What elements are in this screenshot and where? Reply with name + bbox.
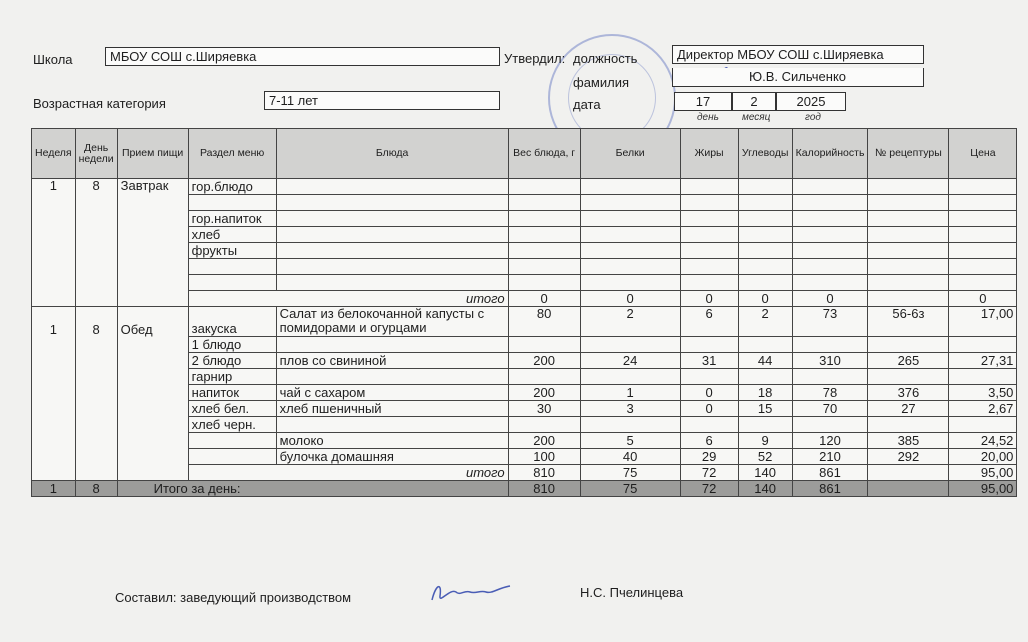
year-caption: год (805, 112, 821, 123)
table-cell[interactable] (508, 275, 580, 291)
header-carbs: Углеводы (738, 129, 792, 179)
table-cell-dish[interactable]: молоко (276, 433, 508, 449)
table-cell-protein[interactable]: 3 (580, 401, 680, 417)
day-total-carbs: 140 (738, 481, 792, 497)
table-cell-section[interactable]: хлеб (188, 227, 276, 243)
menu-table (31, 128, 1017, 497)
table-cell-price[interactable]: 24,52 (949, 433, 1017, 449)
breakfast-total-protein: 0 (580, 291, 680, 307)
table-cell-price[interactable] (949, 369, 1017, 385)
table-cell[interactable] (738, 179, 792, 195)
day-total-label: Итого за день: (117, 481, 508, 497)
table-cell-dish[interactable]: Салат из белокочанной капусты с помидорами и огурцами (276, 307, 508, 337)
table-cell-recipe[interactable]: 385 (868, 433, 949, 449)
header-week: Неделя (32, 129, 76, 179)
table-cell-protein[interactable] (580, 417, 680, 433)
school-label: Школа (33, 52, 73, 67)
table-cell[interactable] (680, 195, 738, 211)
composer-name: Н.С. Пчелинцева (580, 585, 684, 600)
table-cell-recipe[interactable] (868, 337, 949, 353)
table-cell-section[interactable] (188, 275, 276, 291)
table-cell[interactable] (738, 243, 792, 259)
day-total-price: 95,00 (949, 481, 1017, 497)
lunch-total-protein: 75 (580, 465, 680, 481)
table-cell-weight[interactable] (508, 337, 580, 353)
header-section: Раздел меню (188, 129, 276, 179)
table-cell[interactable] (738, 275, 792, 291)
table-cell-carbs[interactable] (738, 417, 792, 433)
table-cell-carbs[interactable] (738, 369, 792, 385)
header-fat: Жиры (680, 129, 738, 179)
table-cell[interactable] (680, 275, 738, 291)
table-cell-section[interactable]: хлеб бел. (188, 401, 276, 417)
breakfast-total-kcal: 0 (792, 291, 868, 307)
table-cell-carbs[interactable]: 2 (738, 307, 792, 337)
table-cell[interactable] (868, 211, 949, 227)
table-cell-fat[interactable]: 0 (680, 385, 738, 401)
header-kcal: Калорийность (792, 129, 868, 179)
table-cell-protein[interactable]: 5 (580, 433, 680, 449)
lunch-total-price: 95,00 (949, 465, 1017, 481)
table-cell-section[interactable] (188, 449, 276, 465)
table-cell[interactable] (580, 243, 680, 259)
table-cell-price[interactable]: 27,31 (949, 353, 1017, 369)
table-cell[interactable] (276, 275, 508, 291)
table-cell-fat[interactable]: 0 (680, 401, 738, 417)
date-year-field[interactable]: 2025 (776, 92, 846, 111)
table-cell[interactable] (680, 179, 738, 195)
table-cell-dish[interactable] (276, 337, 508, 353)
lunch-total-carbs: 140 (738, 465, 792, 481)
table-cell-kcal[interactable]: 120 (792, 433, 868, 449)
table-cell[interactable] (680, 227, 738, 243)
table-cell-weight[interactable]: 200 (508, 433, 580, 449)
breakfast-total-label: итого (188, 291, 508, 307)
table-cell-weight[interactable] (508, 369, 580, 385)
lunch-total-weight: 810 (508, 465, 580, 481)
composer-signature-icon (426, 578, 512, 608)
table-cell-weight[interactable]: 30 (508, 401, 580, 417)
table-cell-price[interactable] (949, 337, 1017, 353)
lunch-day: 8 (75, 307, 117, 481)
table-cell[interactable] (276, 227, 508, 243)
table-cell[interactable] (580, 211, 680, 227)
table-cell-weight[interactable]: 100 (508, 449, 580, 465)
table-cell[interactable] (868, 227, 949, 243)
table-cell-recipe[interactable]: 27 (868, 401, 949, 417)
lunch-week: 1 (32, 307, 76, 481)
table-cell[interactable] (508, 211, 580, 227)
breakfast-total-weight: 0 (508, 291, 580, 307)
table-cell[interactable] (508, 243, 580, 259)
age-category-label: Возрастная категория (33, 96, 166, 111)
table-cell-fat[interactable] (680, 369, 738, 385)
table-cell[interactable] (580, 227, 680, 243)
table-cell[interactable] (580, 259, 680, 275)
table-cell-kcal[interactable] (792, 369, 868, 385)
table-cell[interactable] (949, 195, 1017, 211)
table-cell-section[interactable]: 2 блюдо (188, 353, 276, 369)
table-cell-section[interactable] (188, 433, 276, 449)
table-cell-recipe[interactable] (868, 369, 949, 385)
table-cell-price[interactable]: 3,50 (949, 385, 1017, 401)
table-cell[interactable] (580, 275, 680, 291)
header-meal: Прием пищи (117, 129, 188, 179)
table-cell-fat[interactable]: 6 (680, 307, 738, 337)
breakfast-total-fat: 0 (680, 291, 738, 307)
table-cell[interactable] (508, 195, 580, 211)
table-cell[interactable] (792, 179, 868, 195)
table-cell-section[interactable]: фрукты (188, 243, 276, 259)
table-cell-kcal[interactable]: 70 (792, 401, 868, 417)
table-cell[interactable] (738, 227, 792, 243)
table-cell-kcal[interactable] (792, 417, 868, 433)
breakfast-week: 1 (32, 179, 76, 307)
table-cell[interactable] (276, 259, 508, 275)
table-cell[interactable] (868, 179, 949, 195)
table-cell-section[interactable] (188, 195, 276, 211)
table-cell[interactable] (276, 195, 508, 211)
table-cell[interactable] (680, 259, 738, 275)
table-cell[interactable] (276, 243, 508, 259)
breakfast-day: 8 (75, 179, 117, 307)
date-label: дата (573, 97, 601, 112)
table-cell-weight[interactable]: 80 (508, 307, 580, 337)
table-cell-dish[interactable]: плов со свининой (276, 353, 508, 369)
table-cell-dish[interactable] (276, 417, 508, 433)
table-cell-section[interactable]: напиток (188, 385, 276, 401)
table-cell-kcal[interactable] (792, 337, 868, 353)
table-cell-recipe[interactable]: 376 (868, 385, 949, 401)
table-cell-carbs[interactable]: 18 (738, 385, 792, 401)
table-cell[interactable] (580, 195, 680, 211)
approved-label: Утвердил: (504, 51, 566, 66)
table-cell-recipe[interactable]: 265 (868, 353, 949, 369)
table-cell[interactable] (792, 227, 868, 243)
position-label: должность (573, 51, 638, 66)
day-total-row (32, 481, 1017, 497)
day-caption: день (697, 112, 719, 123)
date-month-field[interactable]: 2 (732, 92, 776, 111)
table-cell-protein[interactable] (580, 369, 680, 385)
table-cell[interactable] (949, 275, 1017, 291)
table-header-row (32, 129, 1017, 179)
table-cell-protein[interactable]: 40 (580, 449, 680, 465)
table-cell-carbs[interactable]: 52 (738, 449, 792, 465)
table-cell-section[interactable]: хлеб черн. (188, 417, 276, 433)
table-cell-dish[interactable]: булочка домашняя (276, 449, 508, 465)
breakfast-meal: Завтрак (117, 179, 188, 307)
table-cell-dish[interactable]: чай с сахаром (276, 385, 508, 401)
table-cell[interactable] (680, 211, 738, 227)
table-cell[interactable] (949, 211, 1017, 227)
table-cell-price[interactable]: 17,00 (949, 307, 1017, 337)
table-cell-protein[interactable] (580, 337, 680, 353)
table-cell-price[interactable] (949, 417, 1017, 433)
lunch-total-label: итого (188, 465, 508, 481)
table-cell-section[interactable]: гор.блюдо (188, 179, 276, 195)
position-field[interactable]: Директор МБОУ СОШ с.Ширяевка (672, 45, 924, 64)
table-cell-kcal[interactable]: 78 (792, 385, 868, 401)
table-cell-section[interactable]: закуска (188, 307, 276, 337)
lunch-total-recipe (868, 465, 949, 481)
table-cell-dish[interactable] (276, 369, 508, 385)
table-cell-section[interactable]: 1 блюдо (188, 337, 276, 353)
table-cell-dish[interactable]: хлеб пшеничный (276, 401, 508, 417)
table-cell-recipe[interactable]: 56-6з (868, 307, 949, 337)
table-cell[interactable] (508, 179, 580, 195)
date-day-field[interactable]: 17 (674, 92, 732, 111)
header-price: Цена (949, 129, 1017, 179)
table-cell-kcal[interactable]: 210 (792, 449, 868, 465)
table-cell-section[interactable]: гор.напиток (188, 211, 276, 227)
table-cell[interactable] (276, 179, 508, 195)
table-cell-carbs[interactable]: 15 (738, 401, 792, 417)
day-total-kcal: 861 (792, 481, 868, 497)
table-cell-kcal[interactable]: 73 (792, 307, 868, 337)
table-cell[interactable] (738, 259, 792, 275)
breakfast-total-price: 0 (949, 291, 1017, 307)
table-cell[interactable] (792, 211, 868, 227)
table-cell[interactable] (792, 275, 868, 291)
table-cell[interactable] (738, 211, 792, 227)
table-cell[interactable] (508, 227, 580, 243)
table-cell[interactable] (792, 259, 868, 275)
day-total-protein: 75 (580, 481, 680, 497)
table-cell[interactable] (949, 179, 1017, 195)
day-total-weight: 810 (508, 481, 580, 497)
day-total-fat: 72 (680, 481, 738, 497)
table-cell-price[interactable]: 20,00 (949, 449, 1017, 465)
table-cell-fat[interactable] (680, 417, 738, 433)
header-day: День недели (75, 129, 117, 179)
table-cell[interactable] (508, 259, 580, 275)
table-cell-weight[interactable]: 200 (508, 353, 580, 369)
table-cell-carbs[interactable]: 9 (738, 433, 792, 449)
table-cell-section[interactable] (188, 259, 276, 275)
header-dishes: Блюда (276, 129, 508, 179)
month-caption: месяц (742, 112, 771, 123)
table-cell[interactable] (738, 195, 792, 211)
header-protein: Белки (580, 129, 680, 179)
school-field[interactable]: МБОУ СОШ с.Ширяевка (105, 47, 500, 66)
table-cell-weight[interactable]: 200 (508, 385, 580, 401)
breakfast-total-recipe (868, 291, 949, 307)
header-recipe: № рецептуры (868, 129, 949, 179)
day-total-day: 8 (75, 481, 117, 497)
table-cell-recipe[interactable]: 292 (868, 449, 949, 465)
surname-field[interactable]: Ю.В. Сильченко (672, 68, 924, 87)
day-total-recipe (868, 481, 949, 497)
table-cell[interactable] (868, 195, 949, 211)
lunch-total-fat: 72 (680, 465, 738, 481)
table-cell-carbs[interactable] (738, 337, 792, 353)
table-cell[interactable] (949, 227, 1017, 243)
table-cell-fat[interactable]: 6 (680, 433, 738, 449)
surname-label: фамилия (573, 75, 630, 90)
table-cell-protein[interactable]: 1 (580, 385, 680, 401)
table-cell[interactable] (949, 243, 1017, 259)
table-cell-weight[interactable] (508, 417, 580, 433)
table-cell[interactable] (792, 243, 868, 259)
day-total-week: 1 (32, 481, 76, 497)
header-weight: Вес блюда, г (508, 129, 580, 179)
table-cell-fat[interactable]: 29 (680, 449, 738, 465)
table-cell-kcal[interactable]: 310 (792, 353, 868, 369)
table-cell[interactable] (792, 195, 868, 211)
table-cell[interactable] (868, 259, 949, 275)
table-cell-price[interactable]: 2,67 (949, 401, 1017, 417)
table-row (32, 179, 1017, 195)
table-cell[interactable] (949, 259, 1017, 275)
lunch-total-kcal: 861 (792, 465, 868, 481)
table-cell-recipe[interactable] (868, 417, 949, 433)
composed-by-label: Составил: заведующий производством (115, 590, 352, 605)
table-cell-section[interactable]: гарнир (188, 369, 276, 385)
table-cell[interactable] (276, 211, 508, 227)
table-cell-protein[interactable]: 2 (580, 307, 680, 337)
table-cell[interactable] (868, 275, 949, 291)
table-cell[interactable] (680, 243, 738, 259)
lunch-meal: Обед (117, 307, 188, 481)
table-cell-fat[interactable] (680, 337, 738, 353)
table-row (32, 307, 1017, 337)
table-cell-protein[interactable]: 24 (580, 353, 680, 369)
table-cell[interactable] (580, 179, 680, 195)
table-cell-fat[interactable]: 31 (680, 353, 738, 369)
table-cell[interactable] (868, 243, 949, 259)
breakfast-total-carbs: 0 (738, 291, 792, 307)
age-category-field[interactable]: 7-11 лет (264, 91, 500, 110)
table-cell-carbs[interactable]: 44 (738, 353, 792, 369)
